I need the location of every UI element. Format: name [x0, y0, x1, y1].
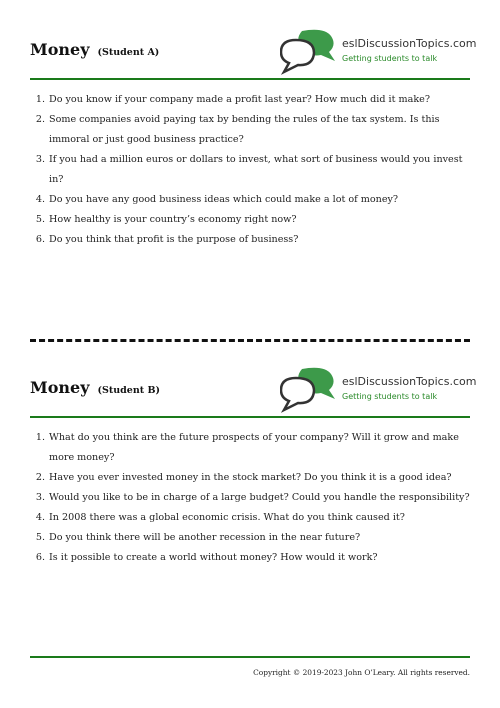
- student-label: (Student B): [97, 385, 160, 396]
- list-item: [30, 548, 470, 568]
- list-item: [30, 468, 470, 488]
- question-text: Is it possible to create a world without money? How would it work?: [49, 552, 378, 563]
- question-text: Do you know if your company made a profit last year? How much did it make?: [49, 94, 430, 105]
- question-number: 5.: [35, 214, 45, 225]
- question-number: 2.: [35, 472, 45, 483]
- question-text: Do you think that profit is the purpose of business?: [49, 234, 299, 245]
- logo-tagline: Getting students to talk: [342, 54, 438, 63]
- cut-line-divider: [30, 339, 470, 342]
- site-logo: [280, 366, 477, 414]
- question-text: Have you ever invested money in the stock market? Do you think it is a good idea?: [49, 472, 452, 483]
- title-text: Money: [30, 40, 90, 59]
- question-number: 6.: [35, 234, 45, 245]
- logo-name: eslDiscussionTopics.com: [342, 37, 477, 50]
- question-text: Do you have any good business ideas which could make a lot of money?: [49, 194, 399, 205]
- site-logo: [280, 28, 477, 76]
- question-list: [30, 428, 470, 568]
- speech-bubbles-icon: [280, 28, 340, 76]
- list-item: [30, 230, 470, 250]
- list-item: [30, 428, 470, 468]
- list-item: [30, 488, 470, 508]
- question-text: In 2008 there was a global economic crisis. What do you think caused it?: [49, 512, 405, 523]
- page-title: [30, 378, 160, 397]
- header-divider: [30, 416, 470, 418]
- student-b-section: [30, 364, 477, 563]
- question-list: [30, 90, 470, 250]
- question-number: 1.: [35, 432, 45, 443]
- header-divider: [30, 78, 470, 80]
- question-text: What do you think are the future prospects of your company? Will it grow and make more money?: [49, 432, 459, 463]
- logo-tagline: Getting students to talk: [342, 392, 438, 401]
- list-item: [30, 150, 470, 190]
- footer-divider: [30, 656, 470, 658]
- question-number: 6.: [35, 552, 45, 563]
- student-b-header: [30, 364, 477, 416]
- student-a-header: [30, 26, 477, 78]
- question-number: 1.: [35, 94, 45, 105]
- question-number: 3.: [35, 492, 45, 503]
- question-number: 4.: [35, 512, 45, 523]
- question-text: How healthy is your country’s economy right now?: [49, 214, 297, 225]
- list-item: [30, 90, 470, 110]
- question-number: 2.: [35, 114, 45, 125]
- question-number: 3.: [35, 154, 45, 165]
- list-item: [30, 508, 470, 528]
- logo-name: eslDiscussionTopics.com: [342, 375, 477, 388]
- page-title: [30, 40, 159, 59]
- copyright-text: Copyright © 2019-2023 John O’Leary. All rights reserved.: [253, 668, 470, 677]
- list-item: [30, 110, 470, 150]
- speech-bubbles-icon: [280, 366, 340, 414]
- question-number: 4.: [35, 194, 45, 205]
- student-a-section: [30, 26, 477, 245]
- question-text: Would you like to be in charge of a large budget? Could you handle the responsibility?: [49, 492, 470, 503]
- list-item: [30, 190, 470, 210]
- list-item: [30, 210, 470, 230]
- question-text: Do you think there will be another recession in the near future?: [49, 532, 361, 543]
- question-text: Some companies avoid paying tax by bending the rules of the tax system. Is this immoral or just good business practice?: [49, 114, 440, 145]
- question-number: 5.: [35, 532, 45, 543]
- list-item: [30, 528, 470, 548]
- title-text: Money: [30, 378, 90, 397]
- student-label: (Student A): [97, 47, 160, 58]
- question-text: If you had a million euros or dollars to invest, what sort of business would you invest in?: [49, 154, 463, 185]
